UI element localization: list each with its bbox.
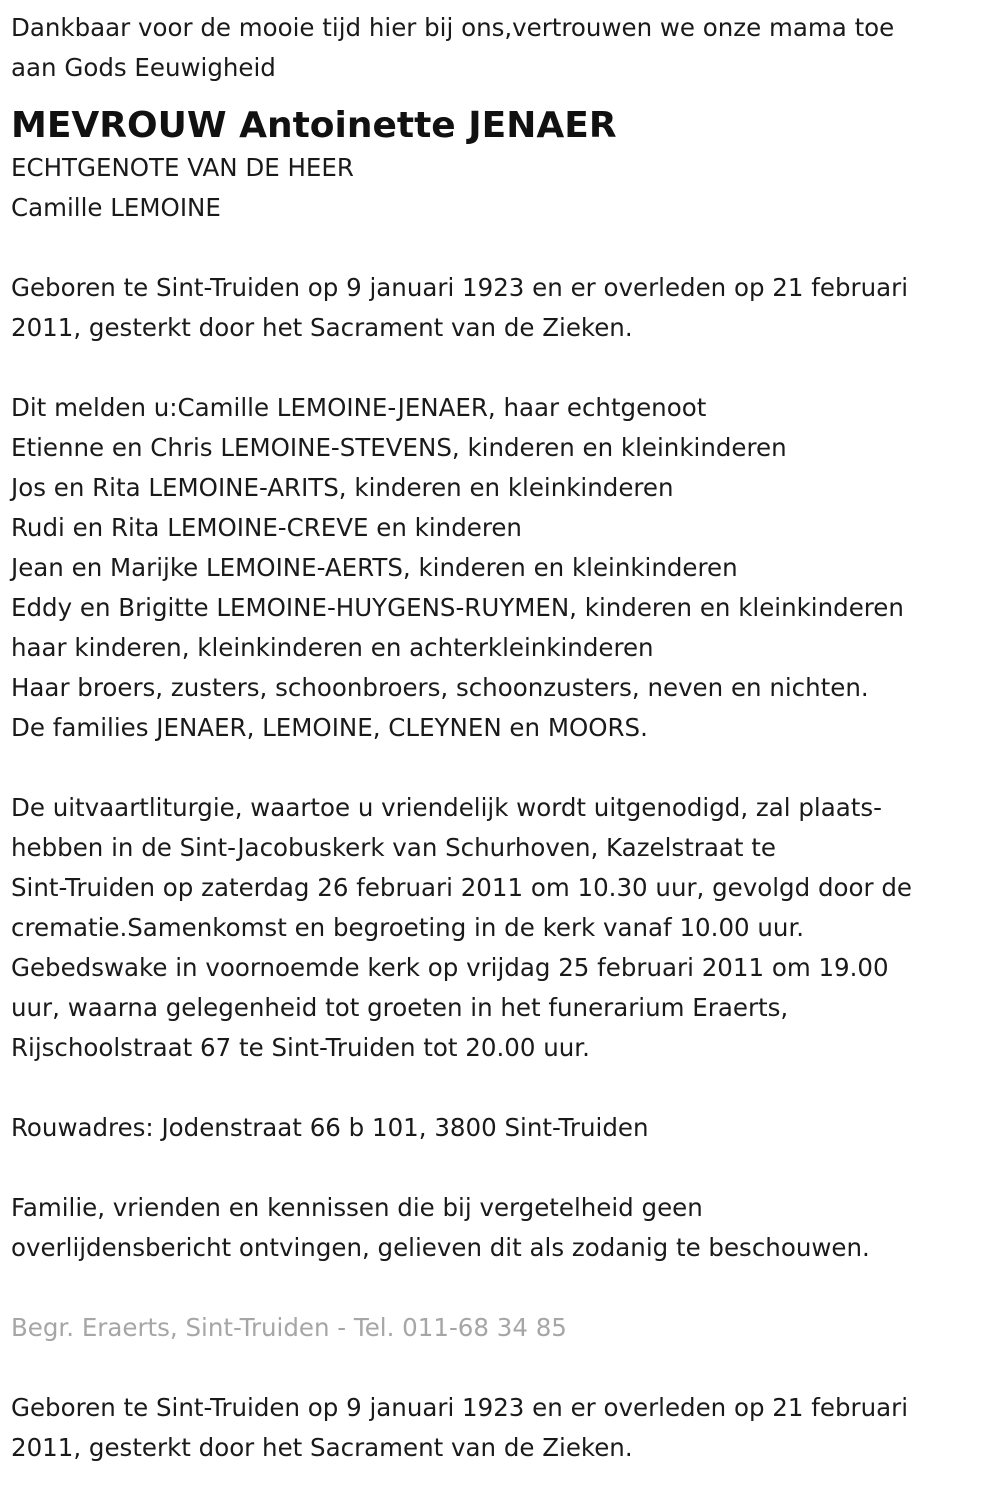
family-line: Jean en Marijke LEMOINE-AERTS, kinderen en kleinkinderen [11,553,738,582]
family-line: Dit melden u:Camille LEMOINE-JENAER, haar echtgenoot [11,393,707,422]
intro-section [11,8,990,88]
notice-line: Familie, vrienden en kennissen die bij vergetelheid geen [11,1193,703,1222]
intro-line: aan Gods Eeuwigheid [11,53,276,82]
spacer [11,1148,990,1188]
birth-death-line: Geboren te Sint-Truiden op 9 januari 1923 en er overleden op 21 februari [11,1393,909,1422]
liturgy-line: Sint-Truiden op zaterdag 26 februari 2011 om 10.30 uur, gevolgd door de [11,873,912,902]
family-line: Etienne en Chris LEMOINE-STEVENS, kinderen en kleinkinderen [11,433,787,462]
liturgy-line: De uitvaartliturgie, waartoe u vriendelijk wordt uitgenodigd, zal plaats- [11,793,882,822]
liturgy-line: Rijschoolstraat 67 te Sint-Truiden tot 20.00 uur. [11,1033,590,1062]
spacer [11,228,990,268]
spacer [11,1348,990,1388]
mourning-address: Rouwadres: Jodenstraat 66 b 101, 3800 Sint-Truiden [11,1113,649,1142]
notice-line: overlijdensbericht ontvingen, gelieven dit als zodanig te beschouwen. [11,1233,870,1262]
spouse-line: Camille LEMOINE [11,193,221,222]
spacer [11,748,990,788]
family-section [11,388,990,748]
birth-death-line: 2011, gesterkt door het Sacrament van de Zieken. [11,313,633,342]
spouse-line: ECHTGENOTE VAN DE HEER [11,153,354,182]
family-line: Jos en Rita LEMOINE-ARITS, kinderen en kleinkinderen [11,473,674,502]
liturgy-line: crematie.Samenkomst en begroeting in de kerk vanaf 10.00 uur. [11,913,805,942]
birth-death-line: Geboren te Sint-Truiden op 9 januari 1923 en er overleden op 21 februari [11,273,909,302]
liturgy-line: uur, waarna gelegenheid tot groeten in het funerarium Eraerts, [11,993,789,1022]
spacer [11,1068,990,1108]
family-line: De families JENAER, LEMOINE, CLEYNEN en MOORS. [11,713,648,742]
spacer [11,1268,990,1308]
spacer [11,88,990,104]
liturgy-line: Gebedswake in voornoemde kerk op vrijdag 25 februari 2011 om 19.00 [11,953,889,982]
birth-death-line: 2011, gesterkt door het Sacrament van de Zieken. [11,1433,633,1462]
family-line: Rudi en Rita LEMOINE-CREVE en kinderen [11,513,522,542]
family-line: Eddy en Brigitte LEMOINE-HUYGENS-RUYMEN, kinderen en kleinkinderen [11,593,904,622]
liturgy-section [11,788,990,1068]
notice-section [11,1188,990,1268]
undertaker-contact: Begr. Eraerts, Sint-Truiden - Tel. 011-68 34 85 [11,1313,567,1342]
family-line: haar kinderen, kleinkinderen en achterkleinkinderen [11,633,654,662]
birth-death-section [11,268,990,348]
family-line: Haar broers, zusters, schoonbroers, schoonzusters, neven en nichten. [11,673,869,702]
spouse-section [11,148,990,228]
intro-line: Dankbaar voor de mooie tijd hier bij ons,vertrouwen we onze mama toe [11,13,895,42]
deceased-name-heading: MEVROUW Antoinette JENAER [11,105,617,146]
liturgy-line: hebben in de Sint-Jacobuskerk van Schurhoven, Kazelstraat te [11,833,776,862]
spacer [11,348,990,388]
birth-death-repeat-section [11,1388,990,1468]
